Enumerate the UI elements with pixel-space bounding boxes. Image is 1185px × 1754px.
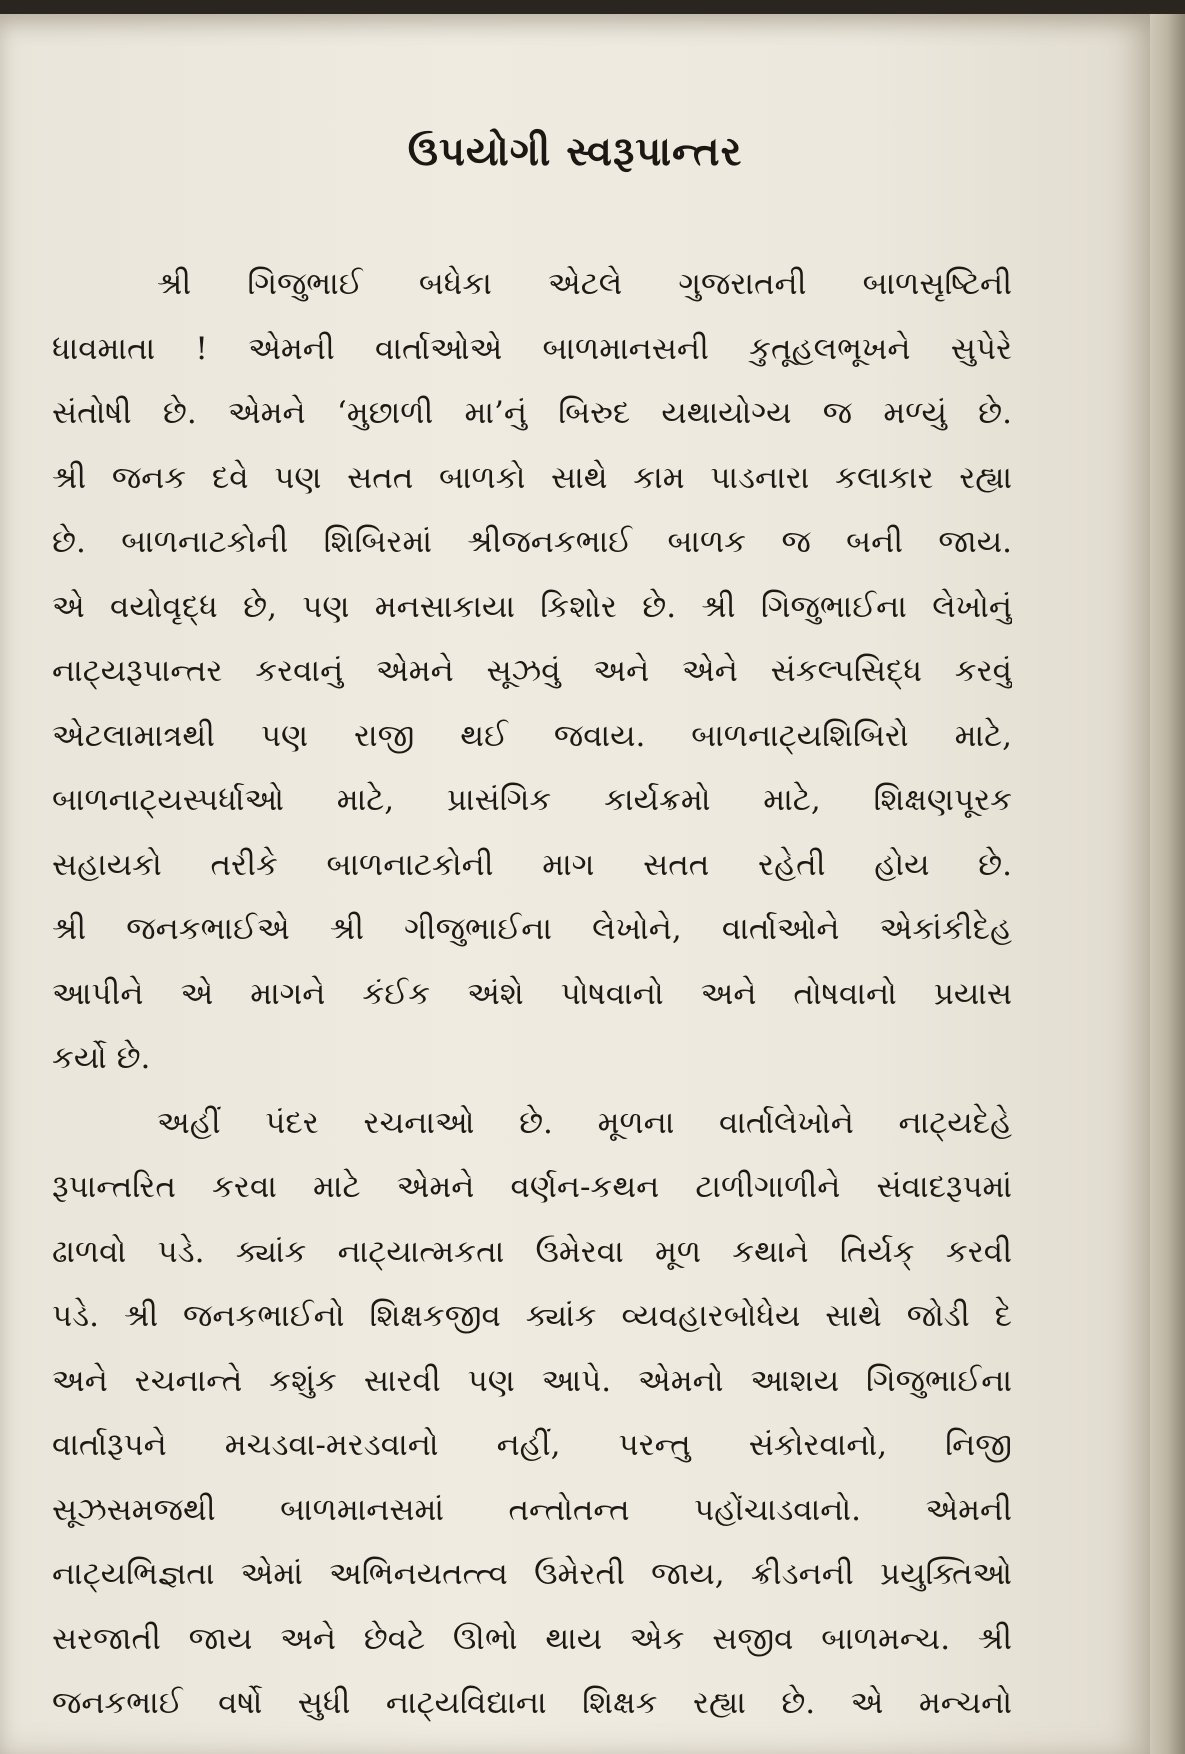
text-line: એટલામાત્રથી પણ રાજી થઈ જવાય. બાળનાટ્યશિબિરો માટે, <box>52 717 1012 754</box>
page-edge <box>1150 14 1185 1754</box>
text-line: સૂઝસમજથી બાળમાનસમાં તન્તોતન્ત પહોંચાડવાનો. એમની <box>52 1491 1012 1528</box>
text-line: અહીં પંદર રચનાઓ છે. મૂળના વાર્તાલેખોને નાટ્યદેહે <box>157 1104 1012 1141</box>
text-line: બાળનાટ્યસ્પર્ધાઓ માટે, પ્રાસંગિક કાર્યક્રમો માટે, શિક્ષણપૂરક <box>52 782 1012 818</box>
text-line: ધાવમાતા ! એમની વાર્તાઓએ બાળમાનસની કુતૂહલભૂખને સુપેરે <box>52 330 1012 367</box>
text-line: પડે. શ્રી જનકભાઈનો શિક્ષકજીવ ક્યાંક વ્યવહારબોધેય સાથે જોડી દે <box>52 1298 1012 1334</box>
text-line: શ્રી જનક દવે પણ સતત બાળકો સાથે કામ પાડનારા કલાકાર રહ્યા <box>52 459 1012 496</box>
text-line: આપીને એ માગને કંઈક અંશે પોષવાનો અને તોષવાનો પ્રયાસ <box>52 975 1012 1012</box>
text-line: સરજાતી જાય અને છેવટે ઊભો થાય એક સજીવ બાળમન્ચ. શ્રી <box>52 1620 1012 1657</box>
text-line: જનકભાઈ વર્ષો સુધી નાટ્યવિદ્યાના શિક્ષક રહ્યા છે. એ મન્ચનો <box>52 1685 1012 1721</box>
text-line: કર્યો છે. <box>52 1040 151 1076</box>
text-line: સંતોષી છે. એમને ‘મુછાળી મા’નું બિરુદ યથાયોગ્ય જ મળ્યું છે. <box>52 395 1012 431</box>
body-text <box>52 252 1012 1736</box>
text-line: એ વયોવૃદ્ધ છે, પણ મનસાકાયા કિશોર છે. શ્રી ગિજુભાઈના લેખોનું <box>52 588 1012 625</box>
text-line: રૂપાન્તરિત કરવા માટે એમને વર્ણન-કથન ટાળીગાળીને સંવાદરૂપમાં <box>52 1169 1012 1205</box>
text-line: વાર્તારૂપને મચડવા-મરડવાનો નહીં, પરન્તુ સંકોરવાનો, નિજી <box>52 1427 1012 1463</box>
text-line: નાટ્યભિજ્ઞતા એમાં અભિનયતત્ત્વ ઉમેરતી જાય, ક્રીડનની પ્રયુક્તિઓ <box>52 1556 1012 1592</box>
text-line: શ્રી ગિજુભાઈ બધેકા એટલે ગુજરાતની બાળસૃષ્ટિની <box>157 266 1012 302</box>
paragraph-1 <box>52 252 1012 1091</box>
text-line: સહાયકો તરીકે બાળનાટકોની માગ સતત રહેતી હોય છે. <box>52 846 1012 883</box>
page-title: ઉપયોગી સ્વરૂપાન્તર <box>407 128 743 175</box>
text-line: નાટ્યરૂપાન્તર કરવાનું એમને સૂઝવું અને એને સંકલ્પસિદ્ધ કરવું <box>52 653 1012 689</box>
text-line: શ્રી જનકભાઈએ શ્રી ગીજુભાઈના લેખોને, વાર્તાઓને એકાંકીદેહ <box>52 911 1012 947</box>
text-line: અને રચનાન્તે કશુંક સારવી પણ આપે. એમનો આશય ગિજુભાઈના <box>52 1362 1012 1399</box>
paragraph-2 <box>52 1091 1012 1736</box>
text-line: છે. બાળનાટકોની શિબિરમાં શ્રીજનકભાઈ બાળક જ બની જાય. <box>52 524 1012 560</box>
text-line: ઢાળવો પડે. ક્યાંક નાટ્યાત્મકતા ઉમેરવા મૂળ કથાને તિર્યક્ કરવી <box>52 1233 1012 1270</box>
